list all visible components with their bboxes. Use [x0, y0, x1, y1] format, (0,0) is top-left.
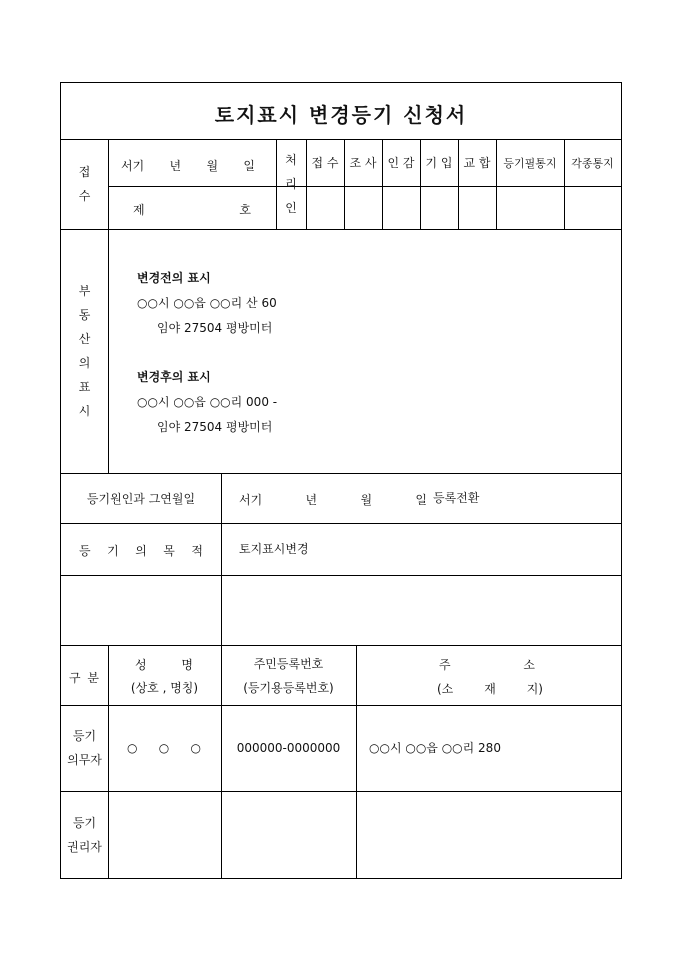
property-label: 부 동 산 의 표 시 — [78, 284, 91, 418]
stage-notices: 각종통지 — [571, 156, 614, 170]
rule-obligor-bottom — [61, 791, 621, 792]
rule-cause-bottom — [61, 523, 621, 524]
obligor-label: 등기 의무자 — [67, 729, 102, 767]
purpose-label: 등 기 의 목 적 — [79, 544, 203, 558]
rule-purpose-bottom — [61, 575, 621, 576]
rule-v-property-label — [108, 229, 109, 473]
holder-label: 등기 권리자 — [67, 815, 102, 854]
party-address-header: 주 소 — [439, 658, 535, 672]
cause-label: 등기원인과 그연월일 — [86, 491, 196, 506]
stage-collation: 교 합 — [463, 156, 491, 170]
stage-entry: 기 입 — [425, 156, 453, 170]
party-id-header: 주민등록번호 — [253, 656, 324, 671]
rule-reception-mid — [108, 186, 621, 187]
obligor-id: 000000-0000000 — [236, 741, 341, 755]
before-detail: 임야 27504 평방미터 — [157, 321, 273, 335]
reception-date: 서기 년 월 일 — [121, 159, 255, 173]
before-heading: 변경전의 표시 — [137, 271, 211, 285]
rule-reception-bottom — [61, 229, 621, 230]
stage-investigation: 조 사 — [349, 156, 377, 170]
cause-value: 등록전환 — [433, 491, 480, 505]
obligor-address: ○○시 ○○읍 ○○리 280 — [369, 741, 501, 755]
before-address: ○○시 ○○읍 ○○리 산 60 — [137, 296, 277, 310]
stage-reception: 접 수 — [311, 156, 339, 170]
stage-completion-notice: 등기필통지 — [503, 156, 557, 170]
form-title: 토지표시 변경등기 신청서 — [214, 103, 468, 127]
after-detail: 임야 27504 평방미터 — [157, 420, 273, 434]
purpose-value: 토지표시변경 — [239, 542, 309, 556]
party-name-subheader: (상호 , 명칭) — [130, 680, 199, 695]
after-heading: 변경후의 표시 — [137, 370, 211, 384]
stage-seal-check: 인 감 — [387, 156, 415, 170]
processor-label: 처 리 인 — [285, 153, 297, 215]
rule-v-reception-label — [108, 139, 109, 229]
party-id-subheader: (등기용등록번호) — [243, 680, 334, 695]
rule-blank-bottom — [61, 645, 621, 646]
rule-party-header-bottom — [61, 705, 621, 706]
after-address: ○○시 ○○읍 ○○리 000 - — [137, 395, 278, 409]
registration-form — [60, 82, 622, 879]
rule-v-party-id — [356, 645, 357, 878]
obligor-name: ○ ○ ○ — [127, 741, 201, 755]
reception-label: 접 수 — [78, 165, 91, 203]
party-kind-header: 구 분 — [69, 671, 99, 685]
party-address-subheader: (소 재 지) — [437, 682, 543, 696]
reception-number: 제 호 — [133, 203, 251, 217]
party-name-header: 성 명 — [135, 658, 193, 672]
cause-date: 서기 년 월 일 — [239, 493, 427, 507]
